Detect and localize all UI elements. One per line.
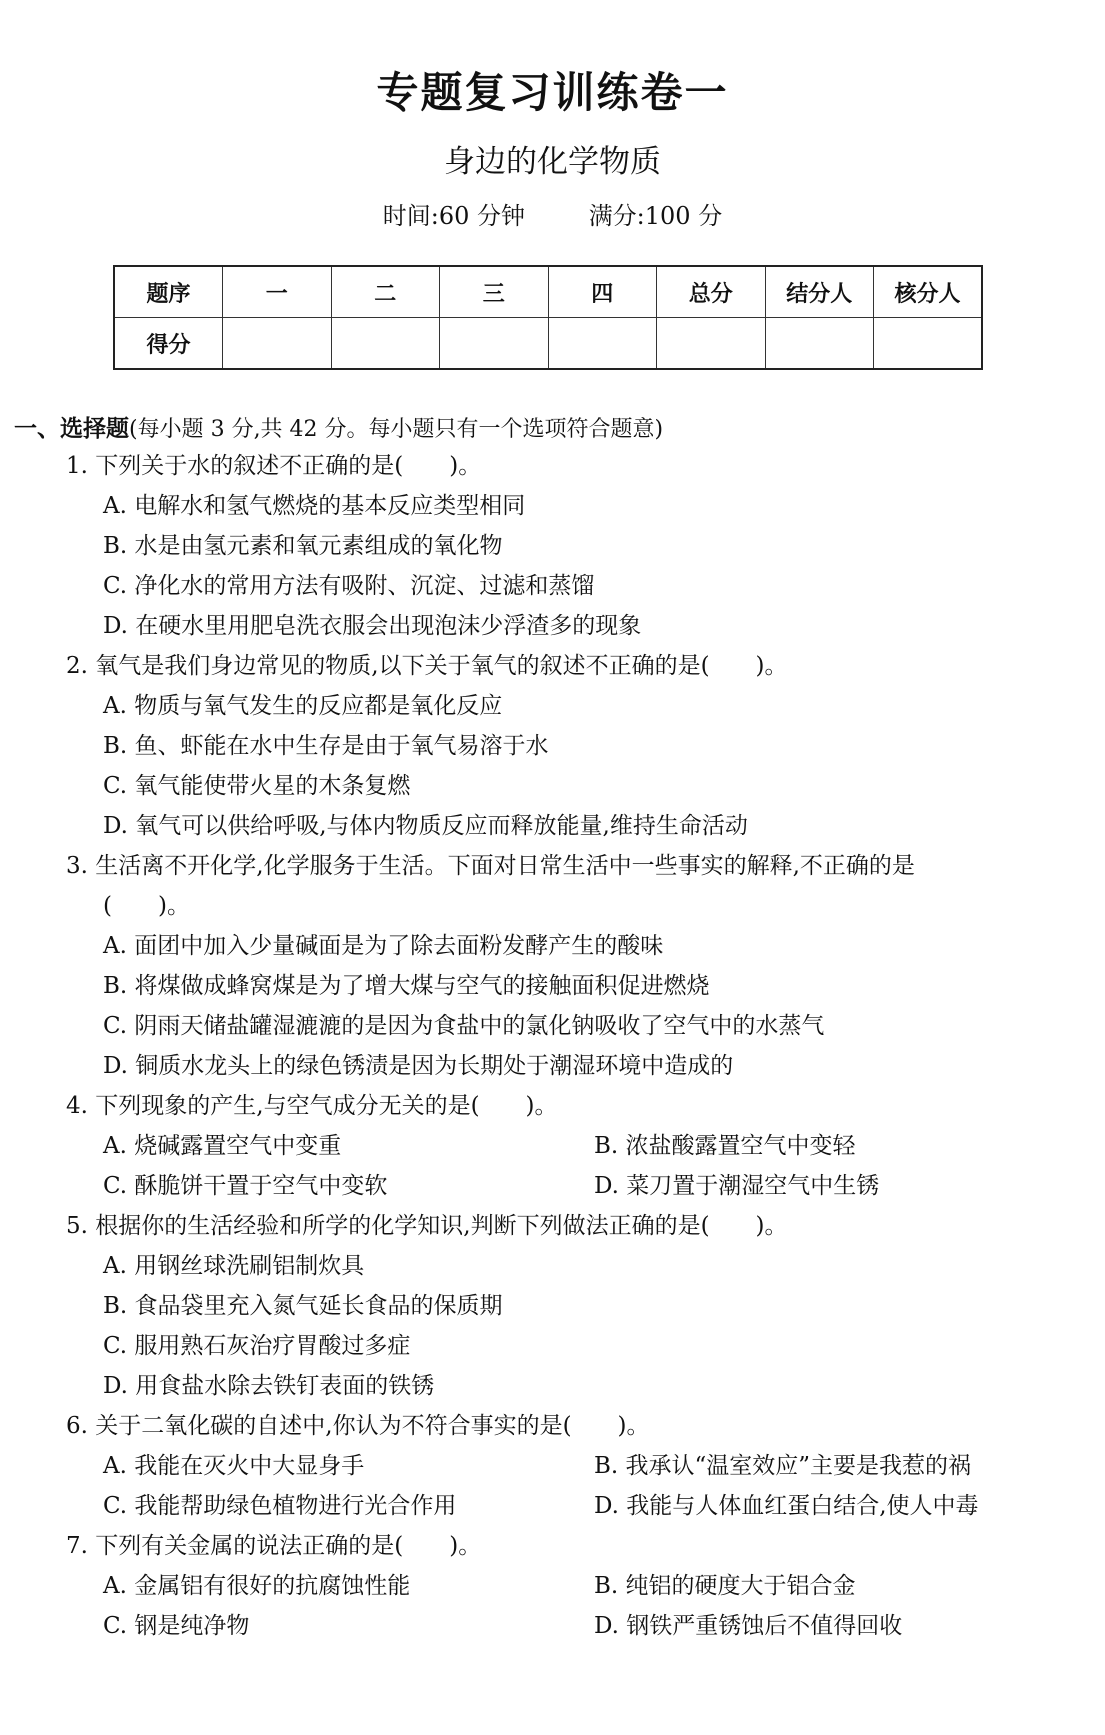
section-note: (每小题 3 分,共 42 分。每小题只有一个选项符合题意) [129,417,664,442]
question-option: B. 鱼、虾能在水中生存是由于氧气易溶于水 [103,733,549,759]
question-option: B. 我承认“温室效应”主要是我惹的祸 [594,1453,972,1479]
score-header-cell: 三 [440,266,549,318]
question-option: D. 氧气可以供给呼吸,与体内物质反应而释放能量,维持生命活动 [103,813,748,839]
question-option: A. 金属铝有很好的抗腐蚀性能 [103,1573,411,1599]
score-cell[interactable] [765,318,874,370]
question-stem: 2. 氧气是我们身边常见的物质,以下关于氧气的叙述不正确的是( )。 [66,653,788,679]
question-option: A. 面团中加入少量碱面是为了除去面粉发酵产生的酸味 [103,933,664,959]
score-cell[interactable] [331,318,440,370]
section-title: 一、选择题 [14,416,129,442]
paper-title: 专题复习训练卷一 [376,68,729,117]
question-option: C. 我能帮助绿色植物进行光合作用 [103,1493,457,1519]
question-option: A. 电解水和氢气燃烧的基本反应类型相同 [103,493,526,519]
question-option: D. 铜质水龙头上的绿色锈渍是因为长期处于潮湿环境中造成的 [103,1053,734,1079]
question-option: A. 烧碱露置空气中变重 [103,1133,342,1159]
score-header-cell: 结分人 [765,266,874,318]
question-option: A. 物质与氧气发生的反应都是氧化反应 [103,693,503,719]
question-stem: 7. 下列有关金属的说法正确的是( )。 [66,1533,482,1559]
score-header-cell: 一 [223,266,332,318]
question-option: A. 用钢丝球洗刷铝制炊具 [103,1253,365,1279]
question-option: C. 服用熟石灰治疗胃酸过多症 [103,1333,411,1359]
question-option: C. 氧气能使带火星的木条复燃 [103,773,411,799]
score-table-header-row [114,266,982,318]
question-option: D. 用食盐水除去铁钉表面的铁锈 [103,1373,435,1399]
question-stem: 3. 生活离不开化学,化学服务于生活。下面对日常生活中一些事实的解释,不正确的是 [66,853,915,879]
section-heading [14,410,663,443]
score-cell[interactable] [657,318,766,370]
full-score: 满分:100 分 [588,202,723,230]
exam-meta [0,196,1105,231]
question-option: A. 我能在灭火中大显身手 [103,1453,365,1479]
question-stem: 1. 下列关于水的叙述不正确的是( )。 [66,453,482,479]
question-option: C. 酥脆饼干置于空气中变软 [103,1173,388,1199]
question-option: B. 将煤做成蜂窝煤是为了增大煤与空气的接触面积促进燃烧 [103,973,710,999]
question-option: B. 水是由氢元素和氧元素组成的氧化物 [103,533,503,559]
score-header-cell: 二 [331,266,440,318]
score-header-cell: 题序 [114,266,223,318]
score-cell[interactable] [223,318,332,370]
question-option: C. 净化水的常用方法有吸附、沉淀、过滤和蒸馏 [103,573,595,599]
question-option: D. 菜刀置于潮湿空气中生锈 [594,1173,880,1199]
question-option: B. 纯铝的硬度大于铝合金 [594,1573,856,1599]
question-option: C. 阴雨天储盐罐湿漉漉的是因为食盐中的氯化钠吸收了空气中的水蒸气 [103,1013,825,1039]
time-limit: 时间:60 分钟 [382,202,526,230]
question-option: B. 食品袋里充入氮气延长食品的保质期 [103,1293,503,1319]
score-row-label: 得分 [114,318,223,370]
question-option: D. 钢铁严重锈蚀后不值得回收 [594,1613,903,1639]
question-option: B. 浓盐酸露置空气中变轻 [594,1133,856,1159]
question-stem: 5. 根据你的生活经验和所学的化学知识,判断下列做法正确的是( )。 [66,1213,788,1239]
question-option: D. 我能与人体血红蛋白结合,使人中毒 [594,1493,979,1519]
score-cell[interactable] [548,318,657,370]
question-stem: 6. 关于二氧化碳的自述中,你认为不符合事实的是( )。 [66,1413,650,1439]
paper-subtitle: 身边的化学物质 [444,144,661,180]
question-stem-continuation: ( )。 [103,893,190,919]
score-header-cell: 总分 [657,266,766,318]
score-cell[interactable] [440,318,549,370]
score-header-cell: 核分人 [874,266,983,318]
question-option: D. 在硬水里用肥皂洗衣服会出现泡沫少浮渣多的现象 [103,613,642,639]
question-stem: 4. 下列现象的产生,与空气成分无关的是( )。 [66,1093,558,1119]
score-table [113,265,983,370]
score-header-cell: 四 [548,266,657,318]
question-option: C. 钢是纯净物 [103,1613,250,1639]
score-table-score-row [114,318,982,370]
score-cell[interactable] [874,318,983,370]
